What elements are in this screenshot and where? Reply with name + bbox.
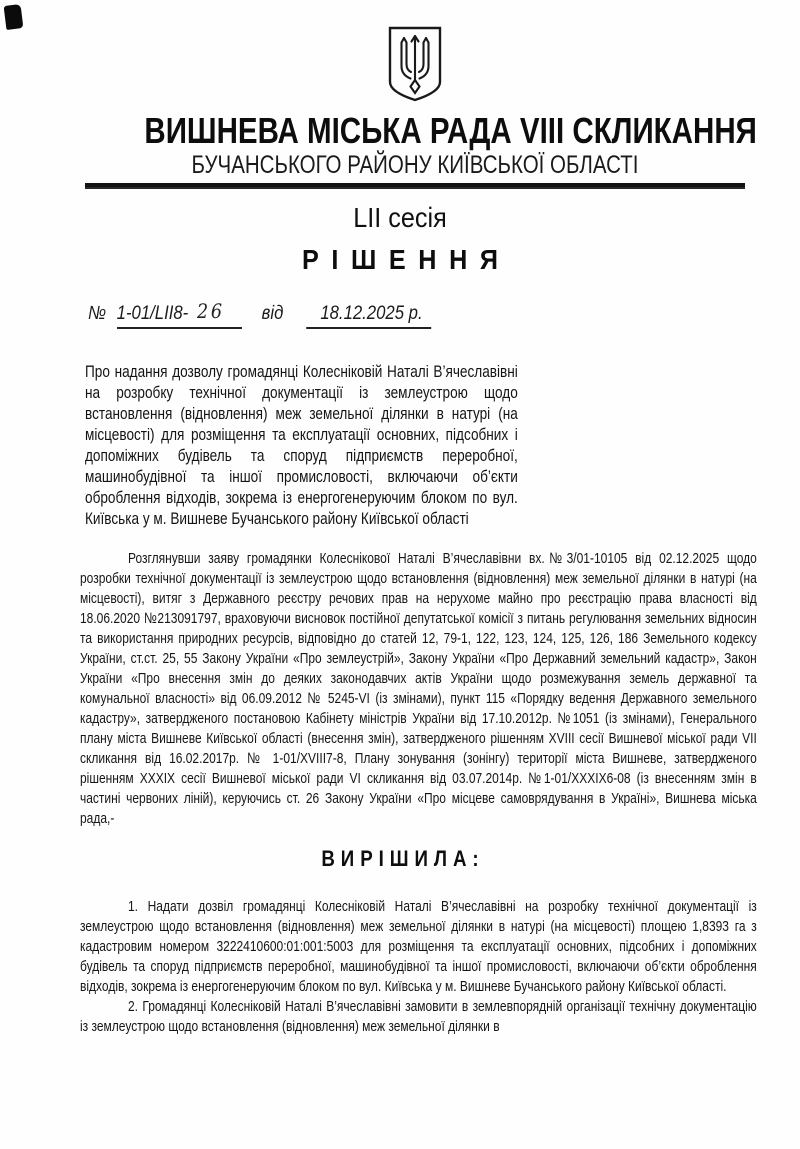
council-title: ВИШНЕВА МІСЬКА РАДА VIII СКЛИКАННЯ (144, 110, 757, 151)
header-double-rule (85, 183, 745, 189)
document-date: 18.12.2025 р. (306, 301, 431, 329)
session-title: LII сесія (353, 202, 447, 233)
number-symbol: № (88, 303, 107, 324)
date-from-label: від (261, 303, 284, 324)
ukraine-trident-emblem (388, 26, 442, 102)
document-type-heading: РІШЕННЯ (301, 244, 511, 275)
scan-corner-artifact (4, 4, 24, 30)
subject-paragraph: Про надання дозволу громадянці Колесніковій Наталі В’ячеславівні на розробку технічної документації із землеустрою щодо встановлення (відновлення) меж земельної ділянки в натурі (на місцевості) для розміщення та експлуатації основних, підсобних і допоміжних будівель та споруд підприємств переробної, машинобудівної та іншої промисловості, включаючи об’єкти оброблення відходів, зокрема із енергогенеруючим блоком по вул. Київська у м. Вишневе Бучанського району Київської області (85, 362, 518, 528)
emblem-container (85, 26, 745, 104)
preamble-paragraph: Розглянувши заяву громадянки Колеснікової Наталі В’ячеславівни вх.№3/01-10105 від 02.12.2025 щодо розробки технічної документації із землеустрою щодо встановлення (відновлення) меж земельної ділянки в натурі (на місцевості), витяг з Державного реєстру речових прав на нерухоме майно про реєстрацію права власності від 18.06.2020 №213091797, враховуючи висновок постійної депутатської комісії з питань регулювання земельних відносин та використання природних ресурсів, відповідно до статей 12, 79-1, 122, 123, 124, 125, 126, 186 Земельного кодексу України, ст.ст. 25, 55 Закону України «Про землеустрій», Закону України «Про Державний земельний кадастр», Закон України «Про внесення змін до деяких законодавчих актів України щодо розмежування земель державної та комунальної власності» від 06.09.2012 № 5245-VI (із змінами), пункт 115 «Порядку ведення Державного земельного кадастру», затвердженого постановою Кабінету міністрів України від 17.10.2012р. №1051 (із змінами), Генерального плану міста Вишневе Київської області (внесення змін), затвердженого рішенням XVIII сесії Вишневої міської ради VII скликання від 16.02.2017р. № 1-01/XVIII7-8, Плану зонування (зонінгу) території міста Вишневе, затвердженого рішенням XXXIX сесії Вишневої міської ради VI скликання від 03.07.2014р. №1-01/XXXIX6-08 (із внесенням змін в частині червоних ліній), керуючись ст. 26 Закону України «Про місцеве самоврядування в Україні», Вишнева міська рада,- (80, 550, 757, 827)
handwritten-number: 26 (197, 299, 225, 323)
subject-section (85, 361, 800, 529)
resolved-heading: ВИРІШИЛА: (321, 846, 485, 871)
preamble-section (80, 549, 800, 829)
decision-item-1: 1. Надати дозвіл громадянці Колесніковій Наталі В’ячеславівні на розробку технічної документації із землеустрою щодо встановлення (відновлення) меж земельної ділянки в натурі (на місцевості) площею 1,8393 га з кадастровим номером 3222410600:01:001:5003 для розміщення та експлуатації основних, підсобних і допоміжних будівель та споруд підприємств переробної, машинобудівної та іншої промисловості, включаючи об’єкти оброблення відходів, зокрема із енергогенеруючим блоком по вул. Київська у м. Вишневе Бучанського району Київської області. (80, 898, 757, 995)
district-subtitle: БУЧАНСЬКОГО РАЙОНУ КИЇВСЬКОЇ ОБЛАСТІ (191, 151, 639, 179)
document-number: 1-01/LII8- (116, 303, 189, 324)
document-header (85, 26, 757, 189)
decision-item-2: 2. Громадянці Колесніковій Наталі В’ячеславівні замовити в землевпорядній організації технічну документацію із землеустрою щодо встановлення (відновлення) меж земельної ділянки в (80, 998, 757, 1035)
decisions-section (80, 897, 800, 1037)
document-number-line (88, 299, 715, 329)
